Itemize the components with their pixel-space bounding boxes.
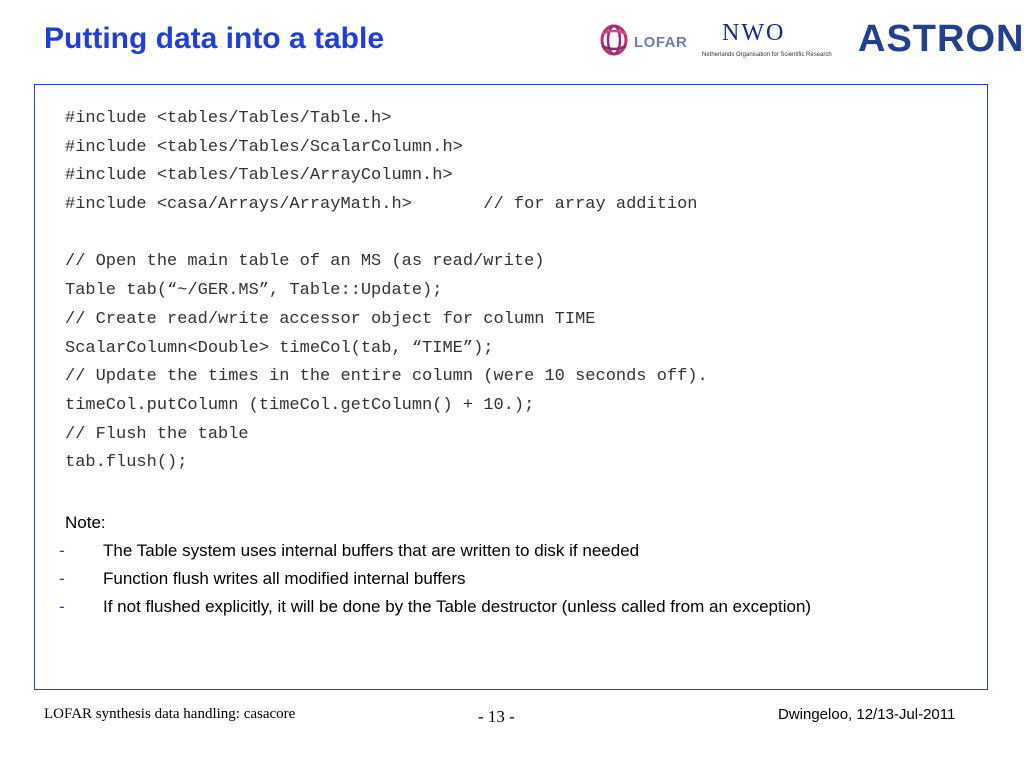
code-line-blank xyxy=(65,220,708,249)
code-line: // Create read/write accessor object for column TIME xyxy=(65,309,596,329)
nwo-subtitle: Netherlands Organisation for Scientific Research xyxy=(702,52,832,58)
note-bullet xyxy=(59,537,640,565)
page-number: - 13 - xyxy=(478,707,515,726)
content-frame xyxy=(34,84,988,690)
code-line: #include <tables/Tables/ScalarColumn.h> xyxy=(65,137,463,157)
bullet-text: Function flush writes all modified internal buffers xyxy=(103,569,466,588)
lofar-globe-icon xyxy=(596,20,632,60)
code-line: // Update the times in the entire column (were 10 seconds off). xyxy=(65,367,708,387)
note-section xyxy=(59,509,812,621)
bullet-dash: - xyxy=(59,569,65,588)
bullet-dash: - xyxy=(59,541,65,560)
code-block xyxy=(65,105,708,478)
lofar-wordmark: LOFAR xyxy=(634,34,688,51)
code-line: // Open the main table of an MS (as read/write) xyxy=(65,252,545,272)
code-line: Table tab(“~/GER.MS”, Table::Update); xyxy=(65,281,443,301)
code-line: #include <tables/Tables/Table.h> xyxy=(65,109,392,128)
nwo-logo xyxy=(702,14,852,64)
astron-wordmark: ASTRON xyxy=(858,18,1024,60)
nwo-wordmark: NWO xyxy=(722,20,786,46)
bullet-dash: - xyxy=(59,597,65,616)
code-line: ScalarColumn<Double> timeCol(tab, “TIME”); xyxy=(65,338,494,358)
lofar-logo xyxy=(596,20,706,60)
code-line: // Flush the table xyxy=(65,424,249,444)
bullet-text: If not flushed explicitly, it will be done by the Table destructor (unless called from an exception) xyxy=(103,597,812,616)
code-line: tab.flush(); xyxy=(65,453,188,473)
footer-date: Dwingeloo, 12/13-Jul-2011 xyxy=(778,706,956,723)
note-bullet xyxy=(59,565,466,593)
footer-title: LOFAR synthesis data handling: casacore xyxy=(44,706,296,722)
code-line: timeCol.putColumn (timeCol.getColumn() + 10.); xyxy=(65,395,535,415)
note-title: Note: xyxy=(65,513,106,532)
note-bullet xyxy=(59,593,812,621)
logo-bar xyxy=(596,14,1024,70)
bullet-text: The Table system uses internal buffers that are written to disk if needed xyxy=(103,541,640,560)
slide-title: Putting data into a table xyxy=(44,22,385,55)
code-line: #include <casa/Arrays/ArrayMath.h> // for array addition xyxy=(65,195,698,215)
astron-logo xyxy=(858,18,1024,68)
code-line: #include <tables/Tables/ArrayColumn.h> xyxy=(65,166,453,186)
